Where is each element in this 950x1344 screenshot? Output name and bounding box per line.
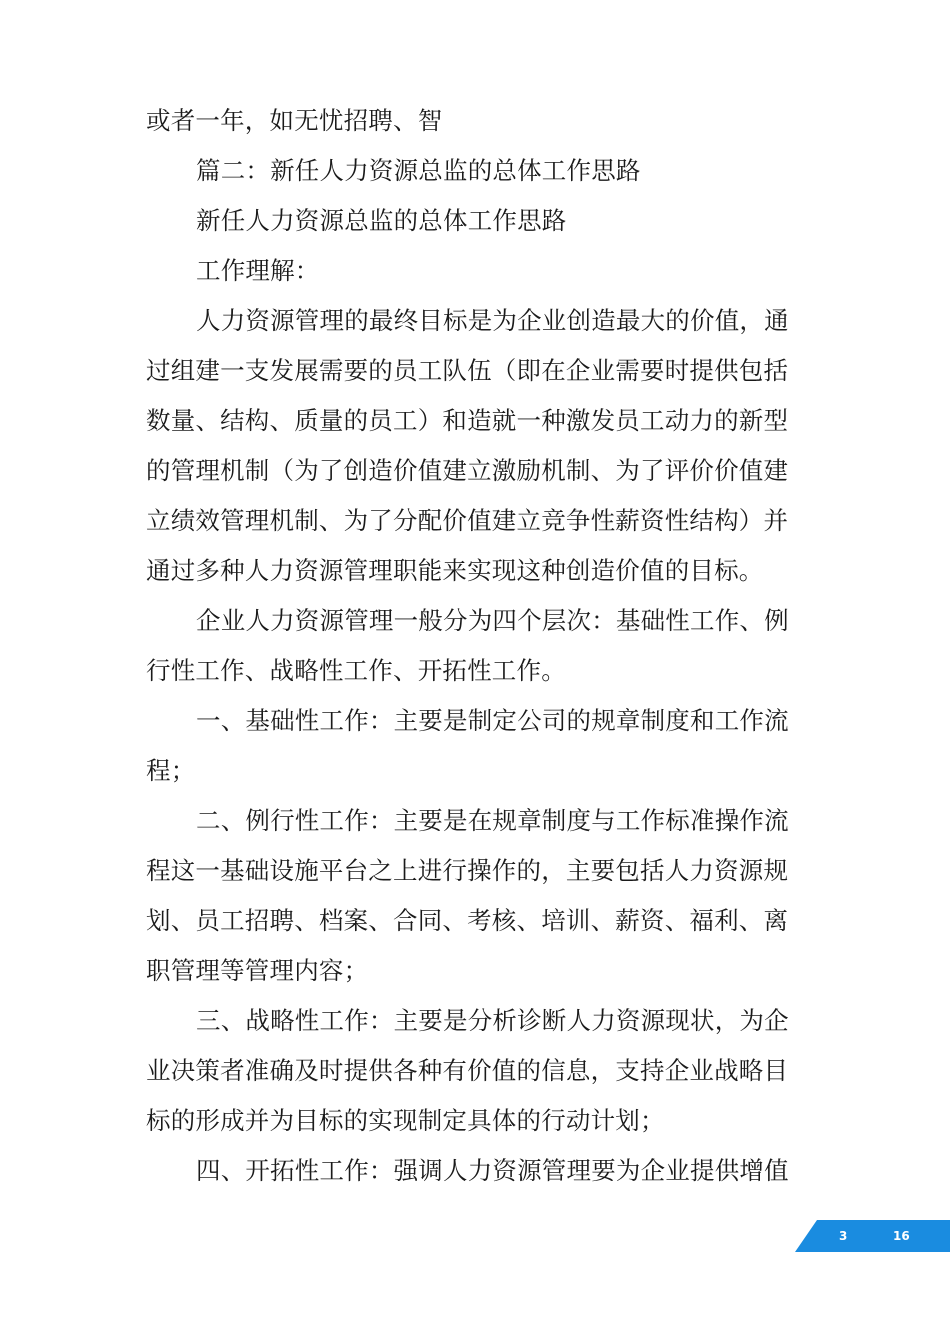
text-line: 或者一年，如无忧招聘、智 <box>146 106 443 135</box>
text-line: 行性工作、战略性工作、开拓性工作。 <box>146 656 566 685</box>
text-line: 程； <box>146 756 196 785</box>
text-line: 通过多种人力资源管理职能来实现这种创造价值的目标。 <box>146 556 764 585</box>
page-number-badge <box>795 1220 950 1252</box>
subheading: 工作理解： <box>196 256 320 285</box>
text-line: 二、例行性工作：主要是在规章制度与工作标准操作流 <box>196 806 789 835</box>
text-line: 四、开拓性工作：强调人力资源管理要为企业提供增值 <box>196 1156 789 1185</box>
text-line: 人力资源管理的最终目标是为企业创造最大的价值，通 <box>196 306 789 335</box>
body-text <box>146 96 808 1196</box>
text-line: 职管理等管理内容； <box>146 956 369 985</box>
text-line: 数量、结构、质量的员工）和造就一种激发员工动力的新型 <box>146 406 789 435</box>
text-line: 程这一基础设施平台之上进行操作的，主要包括人力资源规 <box>146 856 789 885</box>
text-line: 标的形成并为目标的实现制定具体的行动计划； <box>146 1106 665 1135</box>
text-line: 业决策者准确及时提供各种有价值的信息，支持企业战略目 <box>146 1056 789 1085</box>
text-line: 企业人力资源管理一般分为四个层次：基础性工作、例 <box>196 606 789 635</box>
text-line: 划、员工招聘、档案、合同、考核、培训、薪资、福利、离 <box>146 906 789 935</box>
text-line: 一、基础性工作：主要是制定公司的规章制度和工作流 <box>196 706 789 735</box>
current-page-number: 3 <box>839 1229 848 1243</box>
text-line: 过组建一支发展需要的员工队伍（即在企业需要时提供包括 <box>146 356 789 385</box>
total-pages-number: 16 <box>893 1229 910 1243</box>
section-heading: 篇二：新任人力资源总监的总体工作思路 <box>196 156 641 185</box>
text-line: 三、战略性工作：主要是分析诊断人力资源现状，为企 <box>196 1006 789 1035</box>
text-line: 立绩效管理机制、为了分配价值建立竞争性薪资性结构）并 <box>146 506 789 535</box>
text-line: 的管理机制（为了创造价值建立激励机制、为了评价价值建 <box>146 456 789 485</box>
page-badge-background <box>795 1220 950 1252</box>
article-title: 新任人力资源总监的总体工作思路 <box>196 206 567 235</box>
